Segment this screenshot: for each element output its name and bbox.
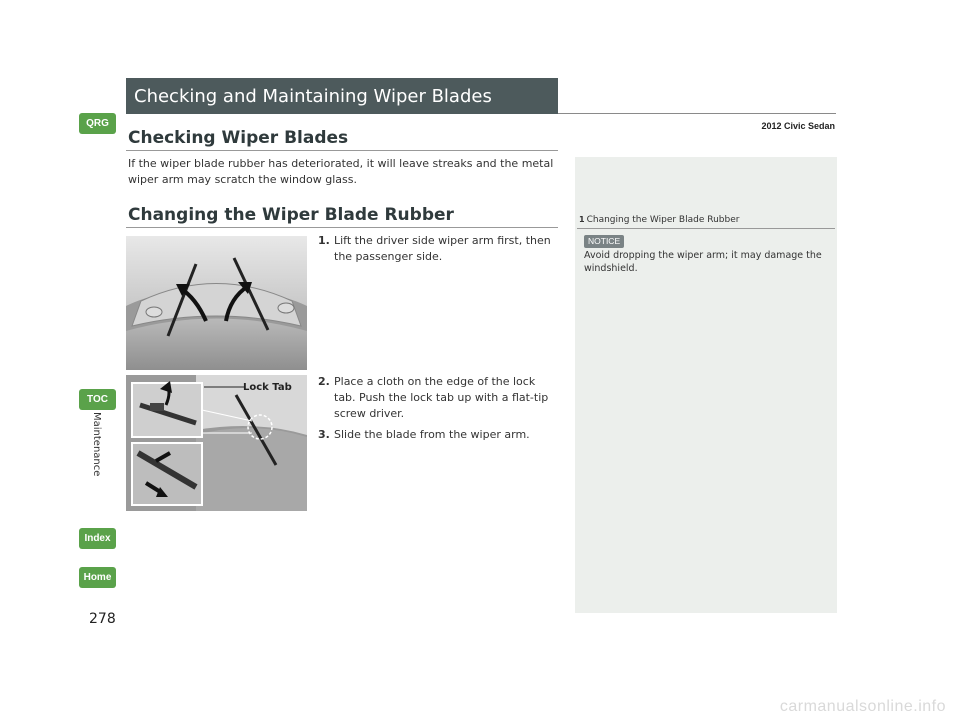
lift-wiper-illustration <box>126 236 307 370</box>
chapter-label: Maintenance <box>91 412 102 477</box>
heading-divider <box>126 227 558 228</box>
step-1 <box>318 233 558 265</box>
step-number: 1. <box>318 234 330 247</box>
toc-tab[interactable]: TOC <box>79 389 116 410</box>
checking-body: If the wiper blade rubber has deteriorated, it will leave streaks and the metal wiper arm may scratch the window glass. <box>128 157 554 186</box>
page-number: 278 <box>89 611 116 627</box>
notice-badge: NOTICE <box>584 235 624 248</box>
index-tab[interactable]: Index <box>79 528 116 549</box>
step-2 <box>318 374 558 422</box>
watermark: carmanualsonline.info <box>779 698 946 715</box>
lock-tab-callout: Lock Tab <box>243 382 292 393</box>
step-number: 3. <box>318 428 330 441</box>
changing-heading: Changing the Wiper Blade Rubber <box>128 205 454 225</box>
sidebar-divider <box>577 228 835 229</box>
heading-divider <box>126 150 558 151</box>
section-banner <box>126 78 558 114</box>
lock-tab-illustration <box>126 375 307 511</box>
checking-heading: Checking Wiper Blades <box>128 128 349 148</box>
sidebar-panel <box>575 157 837 613</box>
step-text: Place a cloth on the edge of the lock tab. Push the lock tab up with a flat-tip screw driver. <box>334 375 549 420</box>
sidebar-title <box>579 215 739 225</box>
reference-mark: 1 <box>579 215 585 224</box>
sidebar-title-text: Changing the Wiper Blade Rubber <box>586 215 740 225</box>
header-divider <box>558 113 836 114</box>
step-number: 2. <box>318 375 330 388</box>
step-3 <box>318 427 558 443</box>
model-label: 2012 Civic Sedan <box>761 121 835 131</box>
section-title: Checking and Maintaining Wiper Blades <box>134 85 492 107</box>
home-tab[interactable]: Home <box>79 567 116 588</box>
step-text: Lift the driver side wiper arm first, then the passenger side. <box>334 234 551 263</box>
step-text: Slide the blade from the wiper arm. <box>334 428 530 441</box>
notice-text: Avoid dropping the wiper arm; it may damage the windshield. <box>584 250 822 274</box>
qrg-tab[interactable]: QRG <box>79 113 116 134</box>
